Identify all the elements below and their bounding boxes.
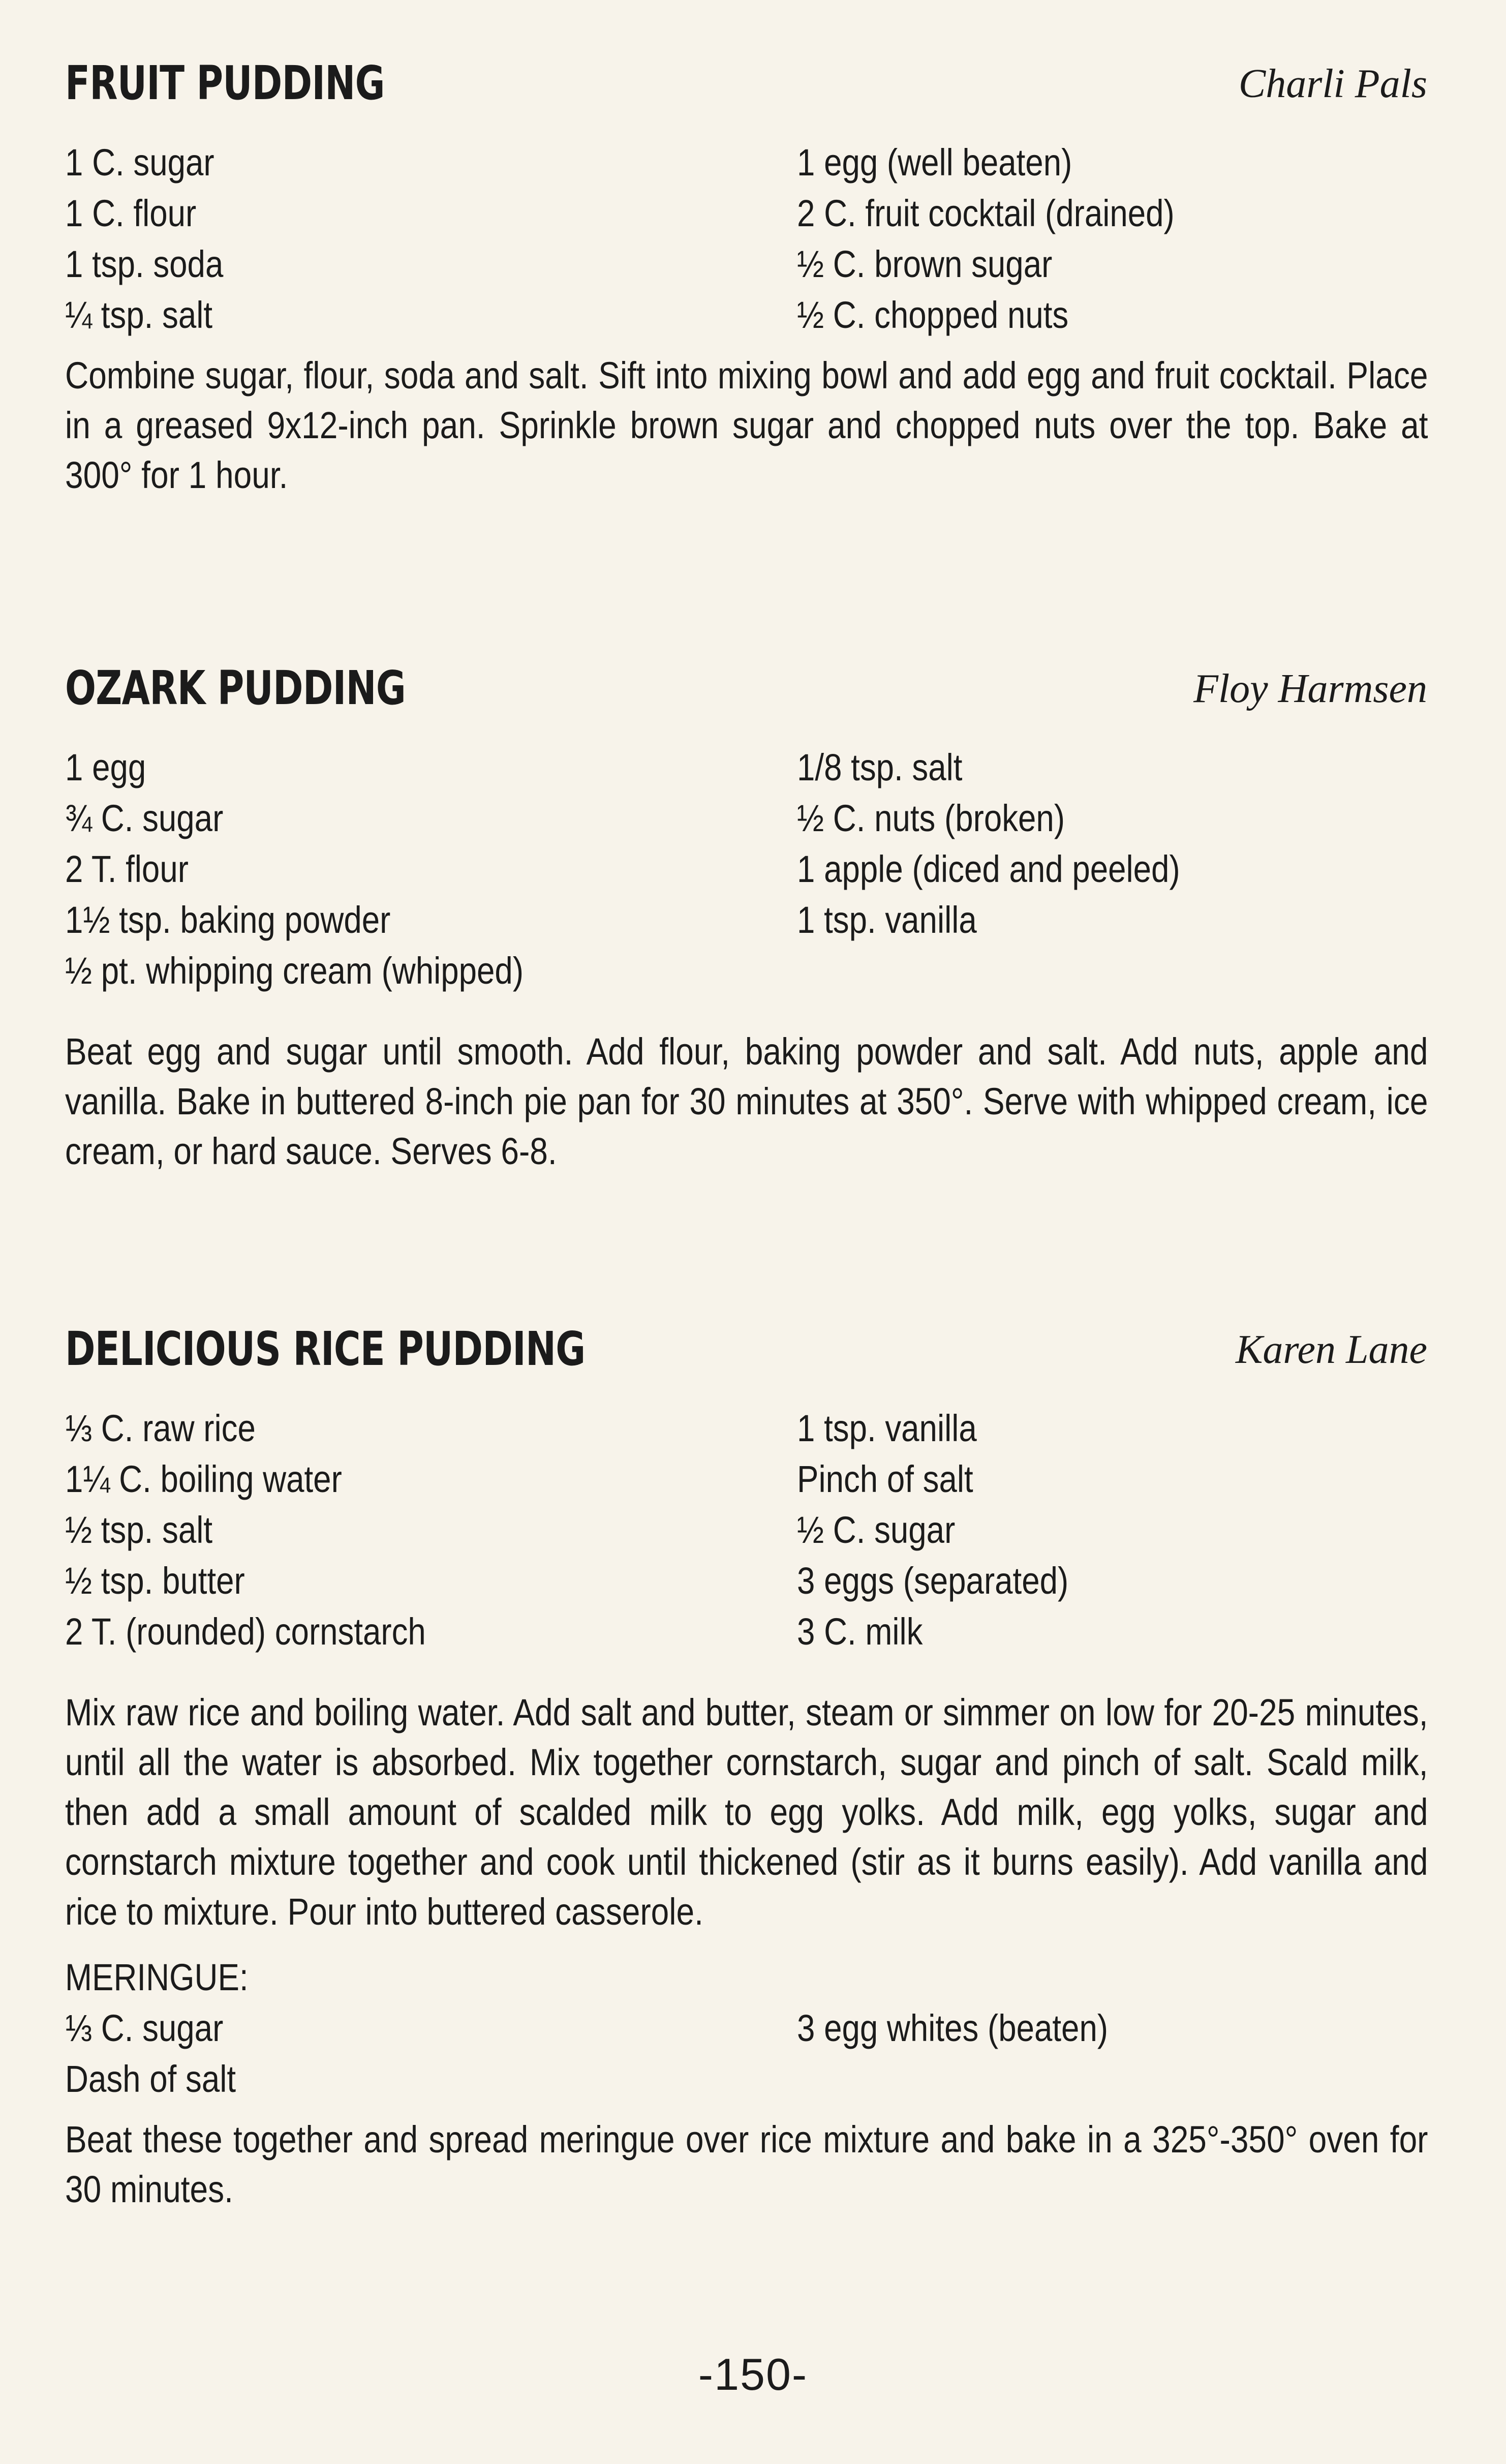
ingredient: Pinch of salt: [797, 1458, 973, 1500]
recipe-directions: Beat egg and sugar until smooth. Add flour, baking powder and salt. Add nuts, apple and vanilla. Bake in buttered 8-inch pie pan for 30 minutes at 350°. Serve with whipped cream, ice cream, or hard sauce. Serves 6-8.: [65, 1030, 1428, 1172]
meringue-label: MERINGUE:: [65, 1956, 249, 1998]
ingredient-column-left: [65, 137, 726, 341]
recipe-author: Karen Lane: [1235, 1327, 1427, 1372]
ingredient: 1 egg: [65, 746, 146, 788]
ingredient: 1½ tsp. baking powder: [65, 899, 391, 941]
meringue-ingredients: [65, 2003, 1427, 2115]
ingredient: 2 C. fruit cocktail (drained): [797, 192, 1175, 234]
recipe-ozark-pudding: [65, 661, 1427, 1176]
ingredient: ½ tsp. salt: [65, 1509, 213, 1551]
recipe-title: OZARK PUDDING: [65, 661, 406, 715]
ingredient: 1¼ C. boiling water: [65, 1458, 342, 1500]
ingredient: 1 C. sugar: [65, 141, 214, 184]
recipe-author: Floy Harmsen: [1193, 666, 1427, 711]
recipe-title: DELICIOUS RICE PUDDING: [65, 1322, 586, 1376]
ingredient-list: [65, 742, 1427, 1027]
ingredient-column-right: [797, 742, 1458, 946]
ingredient-column-right: [797, 137, 1458, 341]
meringue-directions: Beat these together and spread meringue over rice mixture and bake in a 325°-350° oven for 30 minutes.: [65, 2118, 1428, 2210]
ingredient-column-left: [65, 742, 726, 996]
ingredient: 1 C. flour: [65, 192, 197, 234]
recipe-title: FRUIT PUDDING: [65, 56, 385, 110]
ingredient: 1 tsp. soda: [65, 243, 224, 285]
ingredient: 2 T. (rounded) cornstarch: [65, 1610, 426, 1653]
ingredient: 1 tsp. vanilla: [797, 899, 977, 941]
ingredient: ⅓ C. raw rice: [65, 1407, 256, 1449]
ingredient: ¼ tsp. salt: [65, 294, 213, 336]
ingredient: 1 egg (well beaten): [797, 141, 1072, 184]
ingredient: 1/8 tsp. salt: [797, 746, 963, 788]
ingredient-column-left: [65, 1403, 726, 1657]
ingredient-list: [65, 1403, 1427, 1688]
ingredient-list: [65, 137, 1427, 351]
recipe-directions: Combine sugar, flour, soda and salt. Sift into mixing bowl and add egg and fruit cocktail. Place in a greased 9x12-inch pan. Sprinkle brown sugar and chopped nuts over the top. Bake at 300° for 1 hour.: [65, 354, 1428, 496]
ingredient: ½ C. sugar: [797, 1509, 956, 1551]
meringue-section: [65, 1952, 1427, 2214]
recipe-header: [65, 661, 1427, 722]
ingredient: ½ tsp. butter: [65, 1560, 245, 1602]
ingredient-column-left: [65, 2003, 726, 2105]
ingredient: 3 C. milk: [797, 1610, 923, 1653]
recipe-author: Charli Pals: [1238, 62, 1427, 106]
ingredient: Dash of salt: [65, 2058, 236, 2100]
ingredient-column-right: [797, 2003, 1458, 2054]
ingredient: ½ pt. whipping cream (whipped): [65, 950, 524, 992]
recipe-rice-pudding: [65, 1322, 1427, 2214]
ingredient: ½ C. nuts (broken): [797, 797, 1065, 839]
recipe-header: [65, 1322, 1427, 1383]
recipe-directions: Mix raw rice and boiling water. Add salt and butter, steam or simmer on low for 20-25 minutes, until all the water is absorbed. Mix together cornstarch, sugar and pinch of salt. Scald milk, then add a small amount of scalded milk to egg yolks. Add milk, egg yolks, sugar and cornstarch mixture together and cook until thickened (stir as it burns easily). Add vanilla and rice to mixture. Pour into buttered casserole.: [65, 1691, 1428, 1933]
ingredient: ¾ C. sugar: [65, 797, 224, 839]
ingredient: ⅓ C. sugar: [65, 2007, 224, 2049]
ingredient: 1 apple (diced and peeled): [797, 848, 1180, 890]
recipe-header: [65, 56, 1427, 117]
ingredient-column-right: [797, 1403, 1458, 1657]
page-number: -150-: [698, 2349, 808, 2399]
ingredient: 1 tsp. vanilla: [797, 1407, 977, 1449]
ingredient: 2 T. flour: [65, 848, 189, 890]
ingredient: ½ C. chopped nuts: [797, 294, 1069, 336]
ingredient: 3 egg whites (beaten): [797, 2007, 1109, 2049]
recipe-fruit-pudding: [65, 56, 1427, 500]
ingredient: ½ C. brown sugar: [797, 243, 1053, 285]
ingredient: 3 eggs (separated): [797, 1560, 1069, 1602]
